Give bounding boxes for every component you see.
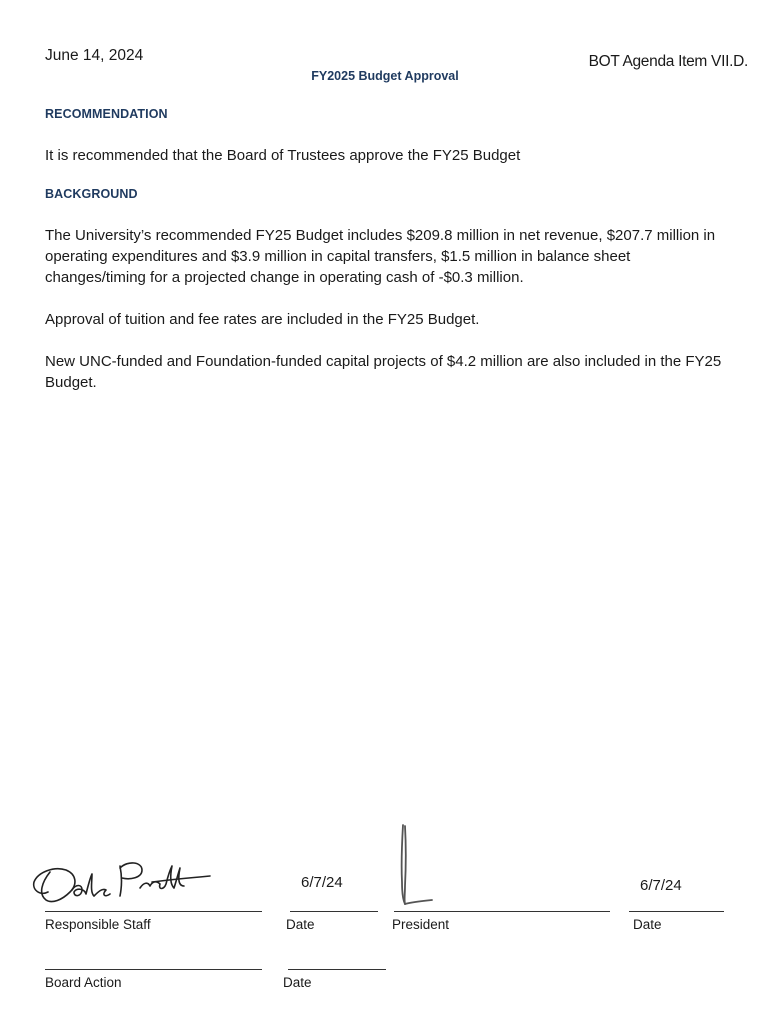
president-label: President — [392, 917, 450, 932]
president-date-line — [629, 911, 724, 912]
document-title: FY2025 Budget Approval — [311, 69, 459, 83]
recommendation-heading: RECOMMENDATION — [45, 107, 168, 121]
board-date-line — [288, 969, 386, 970]
responsible-staff-signature-line — [45, 911, 262, 912]
staff-signature — [28, 852, 213, 910]
background-heading: BACKGROUND — [45, 187, 138, 201]
recommendation-text: It is recommended that the Board of Trustees approve the FY25 Budget — [45, 147, 521, 164]
president-signature-date: 6/7/24 — [640, 877, 682, 894]
background-paragraph: The University’s recommended FY25 Budget includes $209.8 million in net revenue, $207.7 million in operating expenditures and $3.9 million in capital transfers, $1.5 million in balance sheet changes/timing for a projected change in operating cash of -$0.3 million. — [45, 227, 716, 286]
president-date-label: Date — [633, 917, 662, 932]
board-action-signature-line — [45, 969, 262, 970]
staff-date-label: Date — [286, 917, 315, 932]
board-date-label: Date — [283, 975, 312, 990]
background-paragraph: New UNC-funded and Foundation-funded capital projects of $4.2 million are also included in the FY25 Budget. — [45, 353, 722, 391]
board-action-label: Board Action — [45, 975, 122, 990]
staff-date-line — [290, 911, 378, 912]
agenda-item-label: BOT Agenda Item VII.D. — [588, 53, 748, 70]
president-signature — [396, 822, 438, 908]
responsible-staff-label: Responsible Staff — [45, 917, 151, 932]
president-signature-line — [394, 911, 610, 912]
staff-signature-date: 6/7/24 — [301, 874, 343, 891]
background-paragraph: Approval of tuition and fee rates are included in the FY25 Budget. — [45, 311, 480, 328]
document-date: June 14, 2024 — [45, 47, 144, 64]
